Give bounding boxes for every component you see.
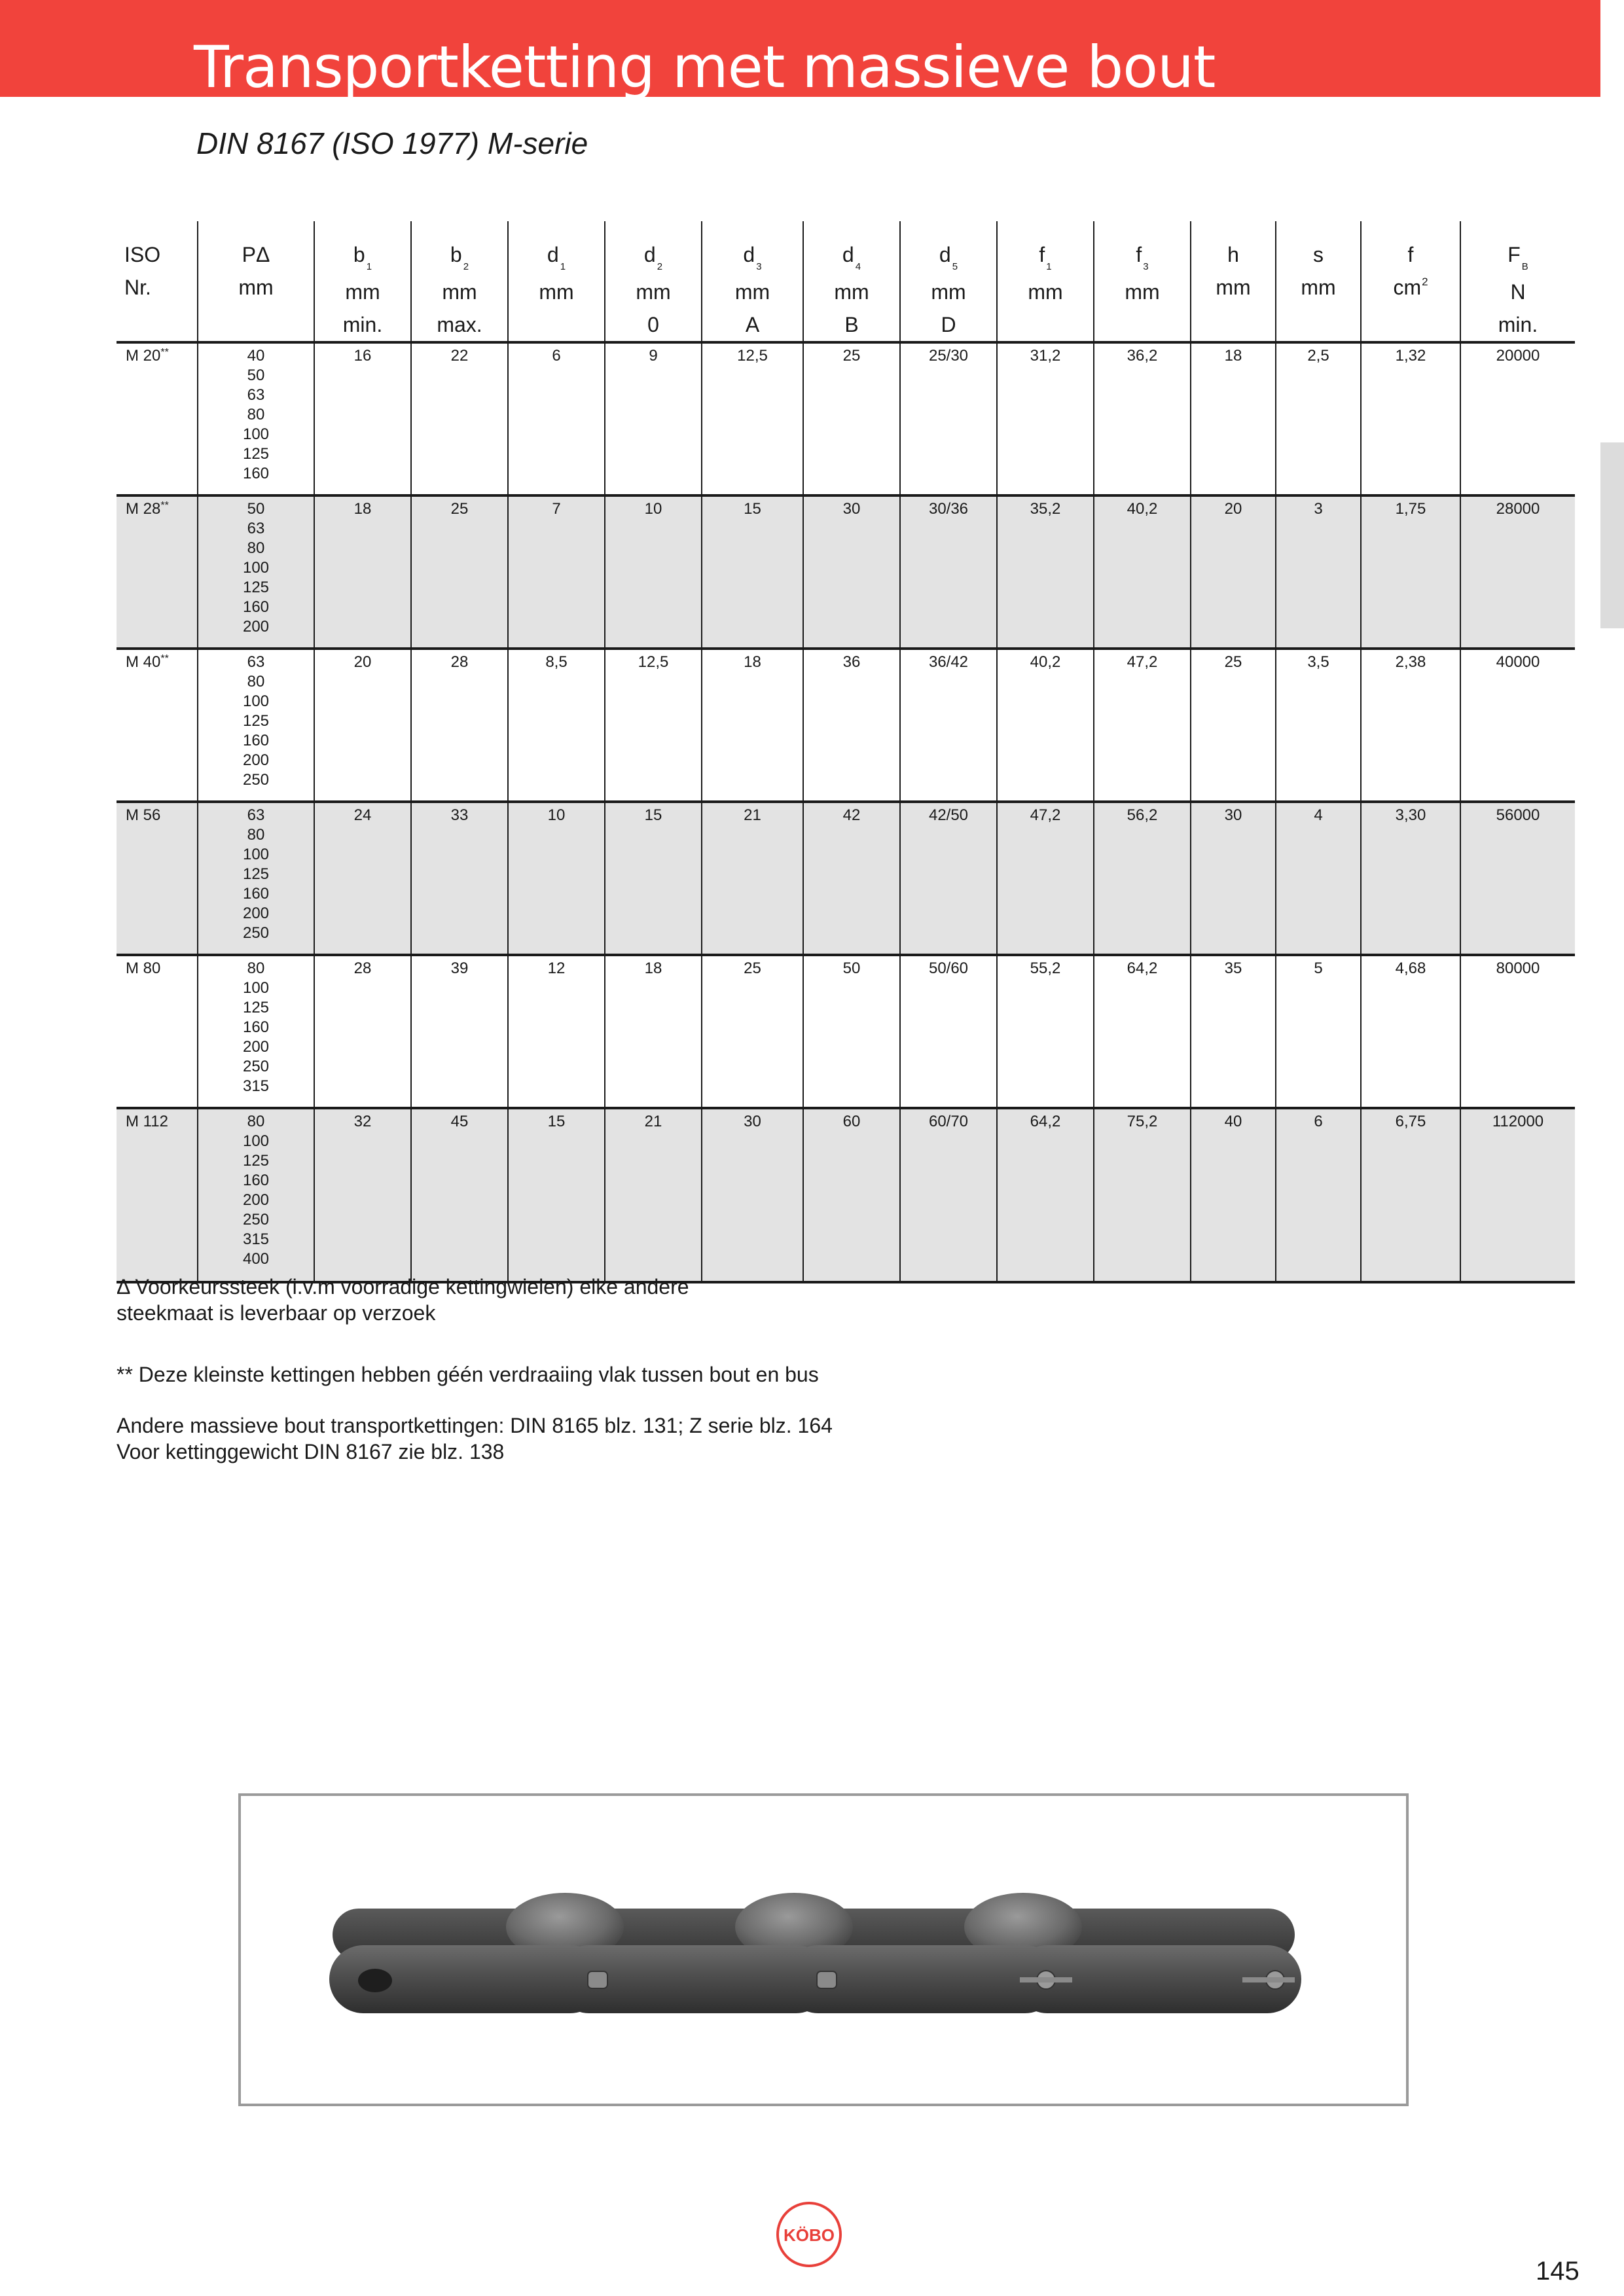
column-header: $f_3$ mm — [1094, 221, 1191, 342]
value-cell: 64,2 — [997, 1108, 1094, 1282]
star-note: ** Deze kleinste kettingen hebben géén verdraaiing vlak tussen bout en bus — [117, 1363, 819, 1386]
value-cell: 6,75 — [1361, 1108, 1460, 1282]
pitch-cell: 63 80 100 125 160 200 250 — [198, 802, 314, 955]
logo-text: KÖBO — [784, 2225, 835, 2245]
iso-cell: M 56 — [117, 802, 198, 955]
value-cell: 28 — [314, 955, 411, 1108]
spec-table — [117, 221, 1575, 1283]
column-header: PΔ mm — [198, 221, 314, 342]
pitch-cell: 80 100 125 160 200 250 315 — [198, 955, 314, 1108]
value-cell: 56000 — [1460, 802, 1575, 955]
value-cell: 21 — [605, 1108, 702, 1282]
value-cell: 25 — [1191, 649, 1276, 802]
page-number: 145 — [1536, 2257, 1579, 2286]
value-cell: 9 — [605, 342, 702, 495]
value-cell: 25 — [702, 955, 803, 1108]
value-cell: 6 — [508, 342, 605, 495]
value-cell: 18 — [314, 495, 411, 649]
value-cell: 20 — [1191, 495, 1276, 649]
value-cell: 3,5 — [1276, 649, 1361, 802]
value-cell: 35,2 — [997, 495, 1094, 649]
column-header: $d_1$ mm — [508, 221, 605, 342]
product-photo-frame — [238, 1793, 1409, 2106]
value-cell: 60 — [803, 1108, 900, 1282]
value-cell: 7 — [508, 495, 605, 649]
value-cell: 12,5 — [702, 342, 803, 495]
page-title: Transportketting met massieve bout — [194, 33, 1216, 101]
value-cell: 3 — [1276, 495, 1361, 649]
value-cell: 18 — [702, 649, 803, 802]
value-cell: 75,2 — [1094, 1108, 1191, 1282]
value-cell: 15 — [702, 495, 803, 649]
value-cell: 10 — [508, 802, 605, 955]
value-cell: 15 — [508, 1108, 605, 1282]
value-cell: 2,38 — [1361, 649, 1460, 802]
table-row — [117, 802, 1575, 955]
value-cell: 25 — [803, 342, 900, 495]
value-cell: 36 — [803, 649, 900, 802]
table-row — [117, 649, 1575, 802]
iso-cell: M 112 — [117, 1108, 198, 1282]
value-cell: 20 — [314, 649, 411, 802]
value-cell: 39 — [411, 955, 508, 1108]
value-cell: 12 — [508, 955, 605, 1108]
reference-line1: Andere massieve bout transportkettingen: DIN 8165 blz. 131; Z serie blz. 164 — [117, 1414, 833, 1437]
column-header: $b_2$ mm max. — [411, 221, 508, 342]
column-header: $F_B$ N min. — [1460, 221, 1575, 342]
value-cell: 6 — [1276, 1108, 1361, 1282]
column-header: $d_2$ mm 0 — [605, 221, 702, 342]
value-cell: 36/42 — [900, 649, 997, 802]
conveyor-chain-photo — [241, 1796, 1406, 2104]
value-cell: 33 — [411, 802, 508, 955]
reference-line2: Voor kettinggewicht DIN 8167 zie blz. 138 — [117, 1440, 505, 1463]
table-header-row — [117, 221, 1575, 342]
value-cell: 30/36 — [900, 495, 997, 649]
pitch-cell: 80 100 125 160 200 250 315 400 — [198, 1108, 314, 1282]
value-cell: 47,2 — [997, 802, 1094, 955]
value-cell: 2,5 — [1276, 342, 1361, 495]
value-cell: 40,2 — [997, 649, 1094, 802]
value-cell: 47,2 — [1094, 649, 1191, 802]
value-cell: 50 — [803, 955, 900, 1108]
value-cell: 4 — [1276, 802, 1361, 955]
iso-cell: M 28** — [117, 495, 198, 649]
column-header: s mm — [1276, 221, 1361, 342]
column-header: h mm — [1191, 221, 1276, 342]
value-cell: 36,2 — [1094, 342, 1191, 495]
value-cell: 55,2 — [997, 955, 1094, 1108]
value-cell: 18 — [1191, 342, 1276, 495]
value-cell: 40 — [1191, 1108, 1276, 1282]
value-cell: 18 — [605, 955, 702, 1108]
pitch-cell: 50 63 80 100 125 160 200 — [198, 495, 314, 649]
value-cell: 20000 — [1460, 342, 1575, 495]
value-cell: 25 — [411, 495, 508, 649]
column-header: $d_3$ mm A — [702, 221, 803, 342]
value-cell: 24 — [314, 802, 411, 955]
page-subtitle: DIN 8167 (ISO 1977) M-serie — [196, 126, 588, 160]
value-cell: 31,2 — [997, 342, 1094, 495]
kobo-logo — [775, 2200, 843, 2269]
value-cell: 112000 — [1460, 1108, 1575, 1282]
value-cell: 1,32 — [1361, 342, 1460, 495]
column-header: $f_1$ mm — [997, 221, 1094, 342]
notes — [117, 1274, 833, 1465]
column-header: f $cm^2$ — [1361, 221, 1460, 342]
pitch-note-line1: Δ Voorkeurssteek (i.v.m voorradige kettingwielen) elke andere — [117, 1275, 689, 1299]
value-cell: 1,75 — [1361, 495, 1460, 649]
value-cell: 32 — [314, 1108, 411, 1282]
value-cell: 30 — [702, 1108, 803, 1282]
value-cell: 25/30 — [900, 342, 997, 495]
value-cell: 16 — [314, 342, 411, 495]
value-cell: 45 — [411, 1108, 508, 1282]
value-cell: 4,68 — [1361, 955, 1460, 1108]
pitch-cell: 40 50 63 80 100 125 160 — [198, 342, 314, 495]
column-header: $d_4$ mm B — [803, 221, 900, 342]
table-row — [117, 342, 1575, 495]
value-cell: 28000 — [1460, 495, 1575, 649]
iso-cell: M 20** — [117, 342, 198, 495]
value-cell: 15 — [605, 802, 702, 955]
value-cell: 56,2 — [1094, 802, 1191, 955]
value-cell: 21 — [702, 802, 803, 955]
iso-cell: M 80 — [117, 955, 198, 1108]
column-header: $b_1$ mm min. — [314, 221, 411, 342]
value-cell: 30 — [1191, 802, 1276, 955]
value-cell: 8,5 — [508, 649, 605, 802]
table-row — [117, 1108, 1575, 1282]
value-cell: 80000 — [1460, 955, 1575, 1108]
value-cell: 42 — [803, 802, 900, 955]
value-cell: 12,5 — [605, 649, 702, 802]
value-cell: 22 — [411, 342, 508, 495]
value-cell: 40,2 — [1094, 495, 1191, 649]
column-header: ISO Nr. — [124, 243, 161, 299]
value-cell: 64,2 — [1094, 955, 1191, 1108]
value-cell: 50/60 — [900, 955, 997, 1108]
value-cell: 42/50 — [900, 802, 997, 955]
value-cell: 40000 — [1460, 649, 1575, 802]
value-cell: 35 — [1191, 955, 1276, 1108]
value-cell: 60/70 — [900, 1108, 997, 1282]
iso-cell: M 40** — [117, 649, 198, 802]
value-cell: 10 — [605, 495, 702, 649]
value-cell: 30 — [803, 495, 900, 649]
table-row — [117, 955, 1575, 1108]
table-body — [117, 342, 1575, 1282]
pitch-cell: 63 80 100 125 160 200 250 — [198, 649, 314, 802]
value-cell: 28 — [411, 649, 508, 802]
table-row — [117, 495, 1575, 649]
section-tab — [1600, 442, 1624, 628]
value-cell: 3,30 — [1361, 802, 1460, 955]
pitch-note-line2: steekmaat is leverbaar op verzoek — [117, 1301, 436, 1325]
value-cell: 5 — [1276, 955, 1361, 1108]
column-header: $d_5$ mm D — [900, 221, 997, 342]
